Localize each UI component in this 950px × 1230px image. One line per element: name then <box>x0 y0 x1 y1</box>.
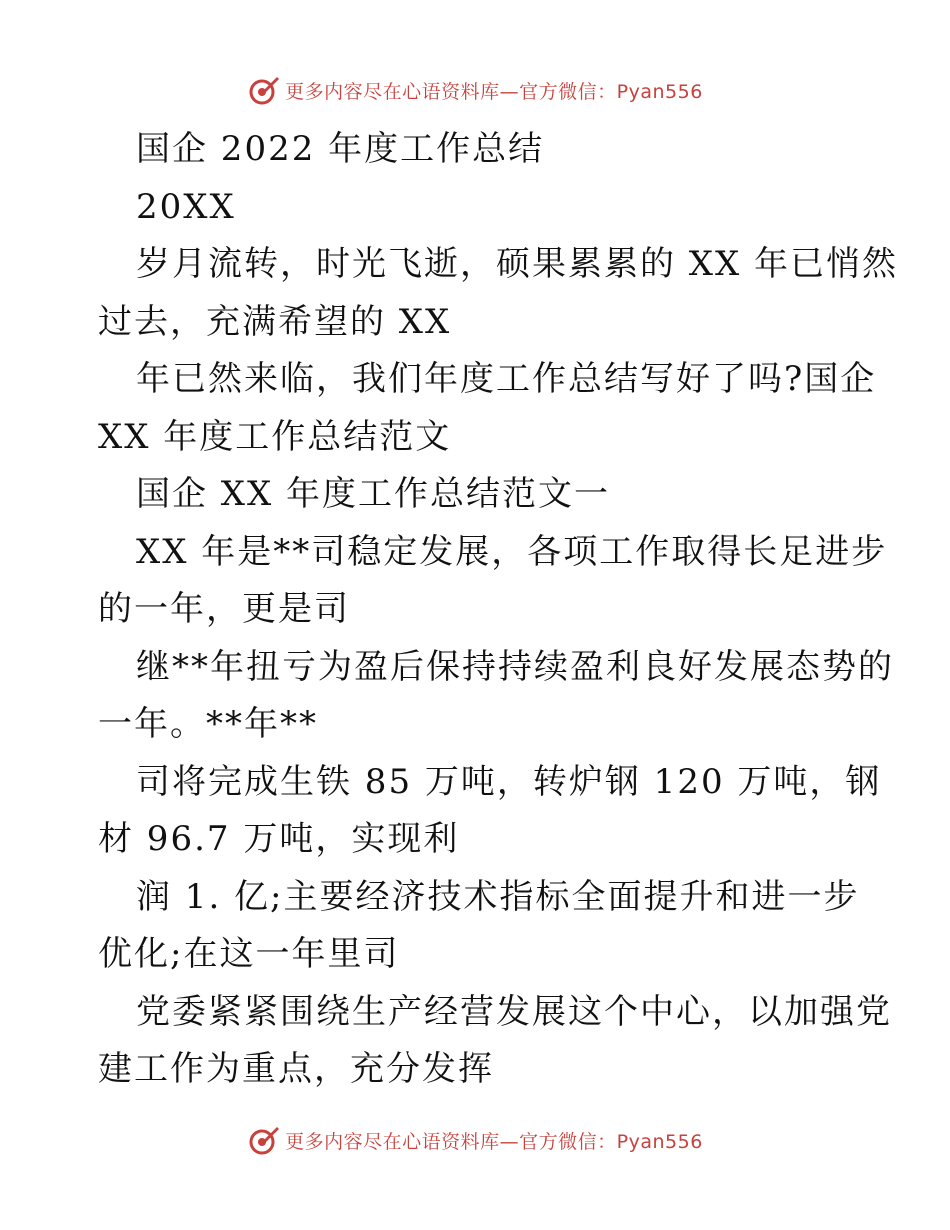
footer-watermark-banner <box>0 1120 950 1160</box>
doc-line: XX 年度工作总结范文 <box>98 416 452 457</box>
doc-line: 司将完成生铁 85 万吨，转炉钢 120 万吨，钢 <box>136 761 882 802</box>
header-watermark-banner <box>0 70 950 110</box>
header-watermark-text: 更多内容尽在心语资料库—官方微信：Pyan556 <box>285 80 703 103</box>
doc-line: 建工作为重点，充分发挥 <box>98 1049 494 1089</box>
doc-line: XX 年是**司稳定发展，各项工作取得长足进步 <box>136 531 888 572</box>
doc-line: 岁月流转，时光飞逝，硕果累累的 XX 年已悄然 <box>136 244 899 284</box>
doc-line: 优化;在这一年里司 <box>98 934 400 974</box>
doc-line: 一年。**年** <box>98 704 318 744</box>
doc-line: 党委紧紧围绕生产经营发展这个中心，以加强党 <box>136 991 892 1032</box>
doc-title: 国企 2022 年度工作总结 <box>136 129 545 169</box>
doc-year: 20XX <box>136 186 236 227</box>
footer-watermark-text: 更多内容尽在心语资料库—官方微信：Pyan556 <box>285 1130 703 1153</box>
pen-circle-logo-icon <box>247 73 281 107</box>
doc-subheading: 国企 XX 年度工作总结范文一 <box>136 474 611 514</box>
doc-line: 过去，充满希望的 XX <box>98 301 452 342</box>
pen-circle-logo-icon <box>247 1123 281 1157</box>
doc-line: 继**年扭亏为盈后保持持续盈利良好发展态势的 <box>136 646 894 687</box>
doc-line: 材 96.7 万吨，实现利 <box>98 819 460 859</box>
doc-line: 年已然来临，我们年度工作总结写好了吗?国企 <box>136 359 877 399</box>
doc-line: 的一年，更是司 <box>98 589 350 629</box>
document-body <box>98 121 899 1099</box>
doc-line: 润 1. 亿;主要经济技术指标全面提升和进一步 <box>136 876 860 917</box>
